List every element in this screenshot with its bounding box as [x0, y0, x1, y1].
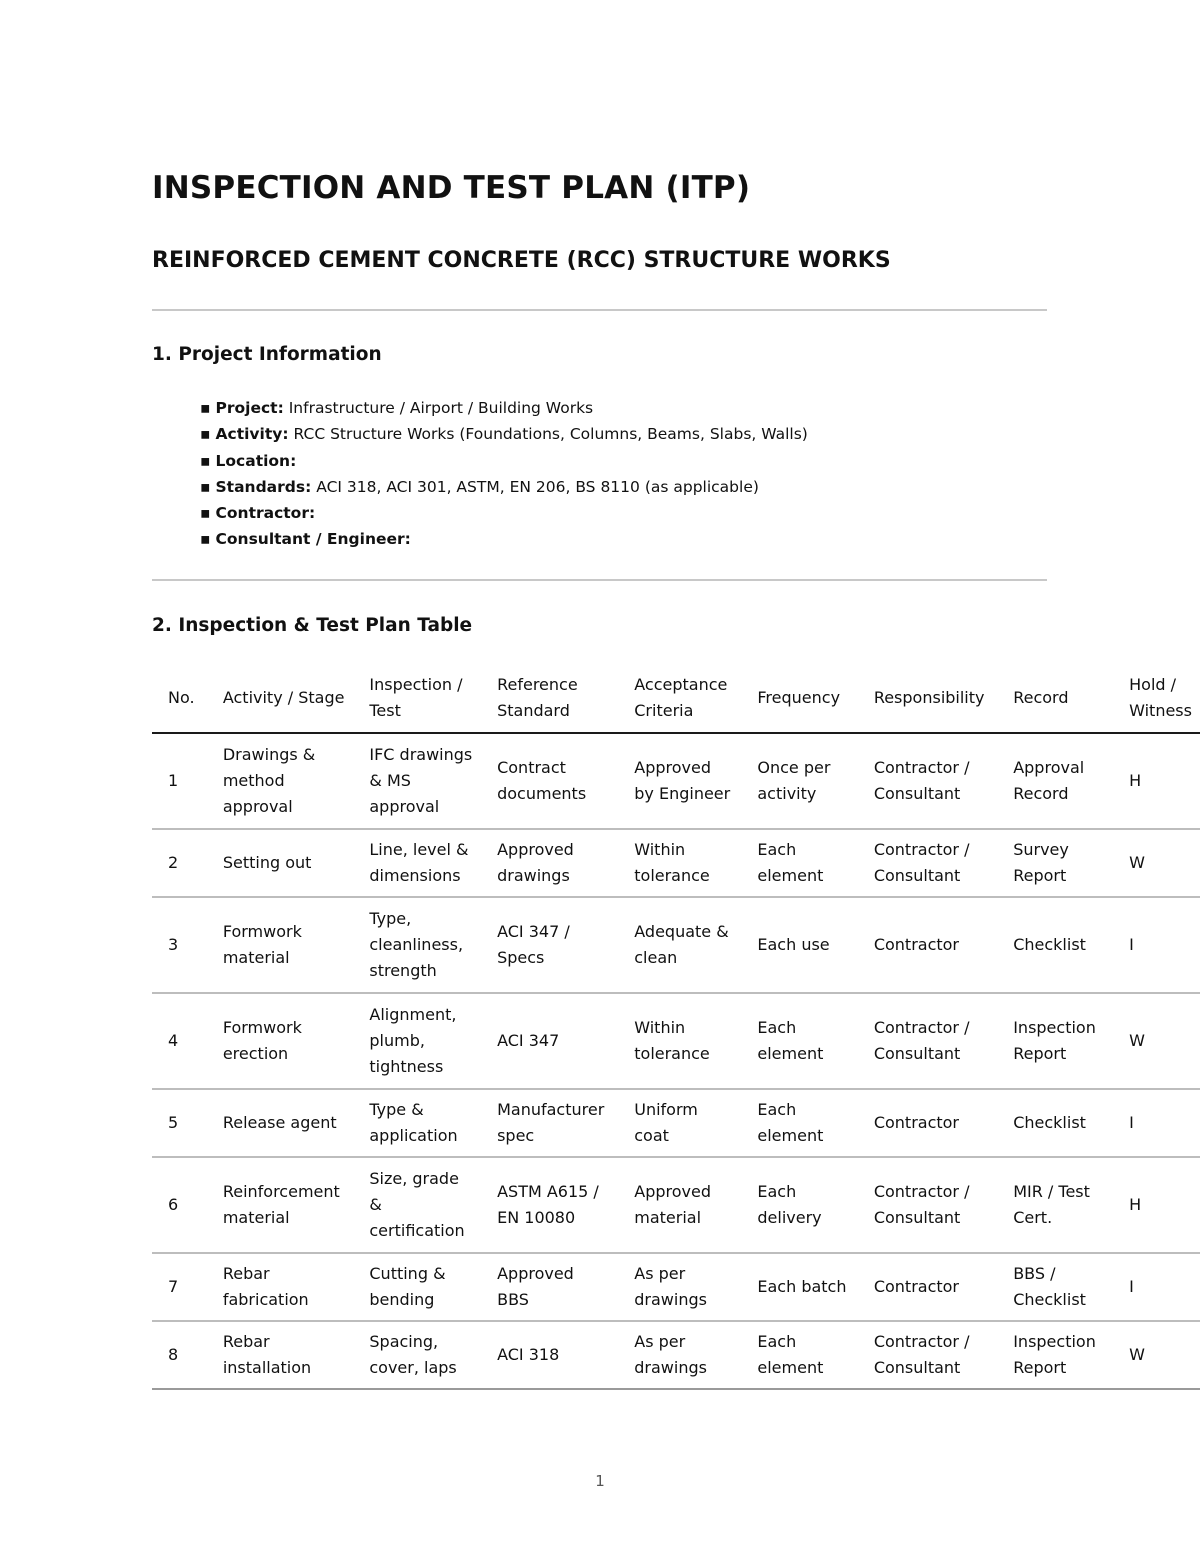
document-title: INSPECTION AND TEST PLAN (ITP): [152, 170, 751, 206]
cell-record: Inspection Report: [997, 993, 1113, 1089]
bullet-icon: ▪: [200, 477, 211, 496]
cell-responsibility: Contractor / Consultant: [858, 1321, 997, 1389]
cell-activity: Rebar fabrication: [207, 1253, 354, 1321]
cell-responsibility: Contractor / Consultant: [858, 733, 997, 829]
cell-reference: ACI 347: [481, 993, 618, 1089]
table-row: [152, 1321, 1200, 1389]
column-header-frequency: Frequency: [741, 666, 857, 733]
cell-no: 6: [152, 1157, 207, 1253]
table-row: [152, 829, 1200, 897]
cell-reference: Manufacturer spec: [481, 1089, 618, 1157]
cell-acceptance: As per drawings: [618, 1253, 741, 1321]
cell-inspection: Size, grade & certification: [353, 1157, 481, 1253]
cell-hold-witness: H: [1113, 733, 1200, 829]
cell-no: 5: [152, 1089, 207, 1157]
cell-reference: ACI 318: [481, 1321, 618, 1389]
bullet-icon: ▪: [200, 425, 211, 444]
cell-hold-witness: W: [1113, 1321, 1200, 1389]
info-label: Consultant / Engineer:: [215, 530, 411, 549]
divider: [152, 579, 1047, 581]
cell-responsibility: Contractor: [858, 897, 997, 993]
cell-record: BBS / Checklist: [997, 1253, 1113, 1321]
project-info-list: [200, 395, 808, 553]
cell-hold-witness: W: [1113, 829, 1200, 897]
cell-activity: Reinforcement material: [207, 1157, 354, 1253]
cell-responsibility: Contractor: [858, 1253, 997, 1321]
cell-activity: Rebar installation: [207, 1321, 354, 1389]
table-row: [152, 733, 1200, 829]
table-row: [152, 1253, 1200, 1321]
cell-inspection: Type, cleanliness, strength: [353, 897, 481, 993]
cell-acceptance: Within tolerance: [618, 829, 741, 897]
cell-activity: Drawings & method approval: [207, 733, 354, 829]
column-header-responsibility: Responsibility: [858, 666, 997, 733]
bullet-icon: ▪: [200, 530, 211, 549]
table-row: [152, 897, 1200, 993]
cell-hold-witness: W: [1113, 993, 1200, 1089]
cell-responsibility: Contractor: [858, 1089, 997, 1157]
cell-frequency: Each use: [741, 897, 857, 993]
page-number: 1: [595, 1472, 605, 1490]
column-header-activity: Activity / Stage: [207, 666, 354, 733]
cell-no: 2: [152, 829, 207, 897]
cell-inspection: IFC drawings & MS approval: [353, 733, 481, 829]
divider: [152, 309, 1047, 311]
cell-reference: ACI 347 / Specs: [481, 897, 618, 993]
table-row: [152, 1157, 1200, 1253]
cell-acceptance: As per drawings: [618, 1321, 741, 1389]
cell-inspection: Line, level & dimensions: [353, 829, 481, 897]
cell-frequency: Each delivery: [741, 1157, 857, 1253]
column-header-hold-witness: Hold / Witness: [1113, 666, 1200, 733]
section-heading-project-information: 1. Project Information: [152, 344, 382, 365]
cell-acceptance: Approved by Engineer: [618, 733, 741, 829]
column-header-reference: Reference Standard: [481, 666, 618, 733]
table-body: [152, 733, 1200, 1389]
cell-no: 7: [152, 1253, 207, 1321]
cell-activity: Formwork erection: [207, 993, 354, 1089]
info-item-activity: [200, 421, 808, 447]
column-header-acceptance: Acceptance Criteria: [618, 666, 741, 733]
cell-no: 4: [152, 993, 207, 1089]
cell-no: 8: [152, 1321, 207, 1389]
cell-hold-witness: I: [1113, 1089, 1200, 1157]
info-item-project: [200, 395, 808, 421]
cell-reference: ASTM A615 / EN 10080: [481, 1157, 618, 1253]
cell-record: Approval Record: [997, 733, 1113, 829]
cell-record: Checklist: [997, 1089, 1113, 1157]
info-item-standards: [200, 474, 808, 500]
info-item-contractor: [200, 500, 808, 526]
cell-responsibility: Contractor / Consultant: [858, 993, 997, 1089]
cell-acceptance: Uniform coat: [618, 1089, 741, 1157]
info-value: ACI 318, ACI 301, ASTM, EN 206, BS 8110 (as applicable): [316, 477, 759, 496]
info-item-location: [200, 448, 808, 474]
cell-activity: Setting out: [207, 829, 354, 897]
cell-frequency: Each element: [741, 829, 857, 897]
bullet-icon: ▪: [200, 504, 211, 523]
cell-frequency: Once per activity: [741, 733, 857, 829]
cell-frequency: Each element: [741, 1089, 857, 1157]
info-value: RCC Structure Works (Foundations, Columns, Beams, Slabs, Walls): [293, 425, 808, 444]
cell-reference: Approved drawings: [481, 829, 618, 897]
info-label: Standards:: [215, 477, 312, 496]
column-header-record: Record: [997, 666, 1113, 733]
cell-frequency: Each element: [741, 1321, 857, 1389]
cell-no: 3: [152, 897, 207, 993]
table-header-row: [152, 666, 1200, 733]
column-header-no: No.: [152, 666, 207, 733]
cell-hold-witness: I: [1113, 1253, 1200, 1321]
cell-hold-witness: I: [1113, 897, 1200, 993]
cell-responsibility: Contractor / Consultant: [858, 829, 997, 897]
cell-inspection: Spacing, cover, laps: [353, 1321, 481, 1389]
cell-activity: Release agent: [207, 1089, 354, 1157]
cell-acceptance: Adequate & clean: [618, 897, 741, 993]
table-row: [152, 993, 1200, 1089]
cell-frequency: Each element: [741, 993, 857, 1089]
column-header-inspection: Inspection / Test: [353, 666, 481, 733]
info-value: Infrastructure / Airport / Building Works: [288, 399, 594, 417]
info-label: Project:: [215, 399, 284, 417]
cell-hold-witness: H: [1113, 1157, 1200, 1253]
cell-acceptance: Approved material: [618, 1157, 741, 1253]
cell-frequency: Each batch: [741, 1253, 857, 1321]
cell-responsibility: Contractor / Consultant: [858, 1157, 997, 1253]
cell-acceptance: Within tolerance: [618, 993, 741, 1089]
cell-reference: Approved BBS: [481, 1253, 618, 1321]
document-subtitle: REINFORCED CEMENT CONCRETE (RCC) STRUCTURE WORKS: [152, 248, 891, 273]
info-label: Contractor:: [215, 504, 316, 523]
cell-record: MIR / Test Cert.: [997, 1157, 1113, 1253]
info-label: Activity:: [215, 425, 289, 444]
section-heading-itp-table: 2. Inspection & Test Plan Table: [152, 615, 473, 636]
cell-record: Inspection Report: [997, 1321, 1113, 1389]
cell-no: 1: [152, 733, 207, 829]
cell-inspection: Type & application: [353, 1089, 481, 1157]
cell-record: Survey Report: [997, 829, 1113, 897]
bullet-icon: ▪: [200, 399, 211, 417]
info-label: Location:: [215, 451, 297, 470]
info-item-consultant: [200, 526, 808, 552]
cell-inspection: Alignment, plumb, tightness: [353, 993, 481, 1089]
itp-table: [152, 666, 1200, 1390]
bullet-icon: ▪: [200, 451, 211, 470]
cell-inspection: Cutting & bending: [353, 1253, 481, 1321]
table-row: [152, 1089, 1200, 1157]
cell-activity: Formwork material: [207, 897, 354, 993]
cell-reference: Contract documents: [481, 733, 618, 829]
cell-record: Checklist: [997, 897, 1113, 993]
